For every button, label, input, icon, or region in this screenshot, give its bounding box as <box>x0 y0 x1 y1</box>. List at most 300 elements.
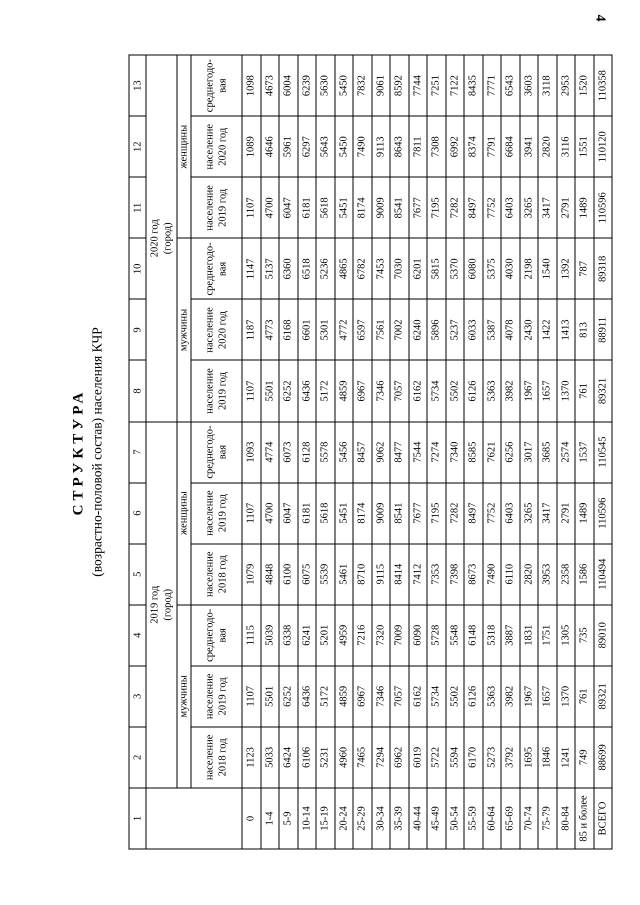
value-cell: 7677 <box>408 177 427 238</box>
value-cell: 7251 <box>427 55 446 116</box>
value-cell: 6436 <box>297 361 316 422</box>
age-group-cell: 30-34 <box>371 788 390 849</box>
age-group-cell: 20-24 <box>334 788 353 849</box>
value-cell: 3792 <box>501 727 520 788</box>
column-number: 5 <box>129 544 146 605</box>
column-header: население 2018 год <box>191 544 242 605</box>
value-cell: 2358 <box>556 544 575 605</box>
value-cell: 7274 <box>427 422 446 483</box>
value-cell: 6019 <box>408 727 427 788</box>
value-cell: 6992 <box>445 116 464 177</box>
value-cell: 8174 <box>353 483 372 544</box>
value-cell: 3953 <box>538 544 557 605</box>
value-cell: 7122 <box>445 55 464 116</box>
column-header: среднегодо- вая <box>191 422 242 483</box>
column-number: 6 <box>129 483 146 544</box>
table-row <box>445 55 464 849</box>
value-cell: 5039 <box>260 605 279 666</box>
table-row <box>297 55 316 849</box>
value-cell: 1657 <box>538 666 557 727</box>
value-cell: 6126 <box>464 666 483 727</box>
value-cell: 4959 <box>334 605 353 666</box>
value-cell: 1392 <box>556 238 575 299</box>
value-cell: 4774 <box>260 422 279 483</box>
year-group-header: 2020 год (город) <box>146 55 177 422</box>
value-cell: 5539 <box>316 544 335 605</box>
value-cell: 6181 <box>297 483 316 544</box>
year-header-row <box>146 55 177 849</box>
value-cell: 4646 <box>260 116 279 177</box>
value-cell: 5643 <box>316 116 335 177</box>
value-cell: 1123 <box>242 727 261 788</box>
table-row <box>353 55 372 849</box>
age-group-cell: 10-14 <box>297 788 316 849</box>
value-cell: 8541 <box>390 483 409 544</box>
value-cell: 1115 <box>242 605 261 666</box>
age-group-cell: 75-79 <box>538 788 557 849</box>
value-cell: 6181 <box>297 177 316 238</box>
column-header: население 2019 год <box>191 666 242 727</box>
value-cell: 110545 <box>593 422 612 483</box>
column-header: население 2019 год <box>191 177 242 238</box>
value-cell: 7346 <box>371 361 390 422</box>
value-cell: 6424 <box>279 727 298 788</box>
value-cell: 8592 <box>390 55 409 116</box>
value-cell: 6090 <box>408 605 427 666</box>
value-cell: 6075 <box>297 544 316 605</box>
value-cell: 6601 <box>297 299 316 360</box>
value-cell: 5502 <box>445 666 464 727</box>
value-cell: 7752 <box>482 177 501 238</box>
value-cell: 1093 <box>242 422 261 483</box>
column-number: 13 <box>129 55 146 116</box>
value-cell: 6252 <box>279 666 298 727</box>
value-cell: 6110 <box>501 544 520 605</box>
age-group-cell: 55-59 <box>464 788 483 849</box>
age-group-cell: 25-29 <box>353 788 372 849</box>
age-group-cell: 60-64 <box>482 788 501 849</box>
column-number: 1 <box>129 788 146 849</box>
value-cell: 2791 <box>556 483 575 544</box>
value-cell: 7811 <box>408 116 427 177</box>
value-cell: 7677 <box>408 483 427 544</box>
column-number: 7 <box>129 422 146 483</box>
value-cell: 6148 <box>464 605 483 666</box>
value-cell: 6543 <box>501 55 520 116</box>
value-cell: 8174 <box>353 177 372 238</box>
column-header: население 2020 год <box>191 299 242 360</box>
value-cell: 7195 <box>427 177 446 238</box>
table-row <box>519 55 538 849</box>
table-row <box>260 55 279 849</box>
value-cell: 3417 <box>538 483 557 544</box>
value-cell: 1520 <box>575 55 594 116</box>
value-cell: 6782 <box>353 238 372 299</box>
column-number: 12 <box>129 116 146 177</box>
value-cell: 4772 <box>334 299 353 360</box>
value-cell: 5363 <box>482 666 501 727</box>
value-cell: 7465 <box>353 727 372 788</box>
value-cell: 2198 <box>519 238 538 299</box>
value-cell: 6004 <box>279 55 298 116</box>
value-cell: 735 <box>575 605 594 666</box>
value-cell: 1107 <box>242 483 261 544</box>
value-cell: 2953 <box>556 55 575 116</box>
table-row <box>538 55 557 849</box>
column-number: 2 <box>129 727 146 788</box>
value-cell: 4865 <box>334 238 353 299</box>
column-number: 11 <box>129 177 146 238</box>
value-cell: 2574 <box>556 422 575 483</box>
value-cell: 7832 <box>353 55 372 116</box>
value-cell: 5301 <box>316 299 335 360</box>
value-cell: 4773 <box>260 299 279 360</box>
value-cell: 7057 <box>390 666 409 727</box>
value-cell: 6162 <box>408 361 427 422</box>
value-cell: 5594 <box>445 727 464 788</box>
value-cell: 7561 <box>371 299 390 360</box>
value-cell: 1098 <box>242 55 261 116</box>
value-cell: 88911 <box>593 299 612 360</box>
value-cell: 6170 <box>464 727 483 788</box>
value-cell: 1107 <box>242 666 261 727</box>
value-cell: 5172 <box>316 666 335 727</box>
value-cell: 7057 <box>390 361 409 422</box>
value-cell: 1751 <box>538 605 557 666</box>
age-group-cell: 0 <box>242 788 261 849</box>
value-cell: 5450 <box>334 55 353 116</box>
value-cell: 5578 <box>316 422 335 483</box>
value-cell: 5618 <box>316 177 335 238</box>
value-cell: 5375 <box>482 238 501 299</box>
value-cell: 1107 <box>242 361 261 422</box>
rotated-page <box>66 55 608 850</box>
value-cell: 5728 <box>427 605 446 666</box>
value-cell: 3265 <box>519 483 538 544</box>
value-cell: 2791 <box>556 177 575 238</box>
value-cell: 6128 <box>297 422 316 483</box>
value-cell: 7744 <box>408 55 427 116</box>
value-cell: 5201 <box>316 605 335 666</box>
value-cell: 8710 <box>353 544 372 605</box>
value-cell: 1305 <box>556 605 575 666</box>
value-cell: 7294 <box>371 727 390 788</box>
value-cell: 6684 <box>501 116 520 177</box>
value-cell: 6403 <box>501 177 520 238</box>
page-number: 4 <box>592 14 608 22</box>
age-group-cell: 70-74 <box>519 788 538 849</box>
column-number: 8 <box>129 361 146 422</box>
value-cell: 5961 <box>279 116 298 177</box>
sex-group-header: женщины <box>177 422 191 605</box>
value-cell: 6360 <box>279 238 298 299</box>
value-cell: 7002 <box>390 299 409 360</box>
table-row <box>279 55 298 849</box>
column-header: население 2019 год <box>191 361 242 422</box>
population-structure-table <box>128 55 612 850</box>
age-group-cell: 50-54 <box>445 788 464 849</box>
value-cell: 9009 <box>371 177 390 238</box>
value-cell: 761 <box>575 666 594 727</box>
value-cell: 5896 <box>427 299 446 360</box>
column-number-row <box>129 55 146 849</box>
value-cell: 4673 <box>260 55 279 116</box>
value-cell: 6962 <box>390 727 409 788</box>
value-cell: 3685 <box>538 422 557 483</box>
value-cell: 2820 <box>519 544 538 605</box>
value-cell: 1967 <box>519 666 538 727</box>
value-cell: 6967 <box>353 666 372 727</box>
table-row <box>334 55 353 849</box>
value-cell: 1413 <box>556 299 575 360</box>
document-subtitle: (возрастно-половой состав) населения КЧР <box>89 327 104 577</box>
table-row <box>408 55 427 849</box>
value-cell: 6597 <box>353 299 372 360</box>
column-header: среднегодо- вая <box>191 55 242 116</box>
value-cell: 5815 <box>427 238 446 299</box>
value-cell: 89321 <box>593 666 612 727</box>
age-group-cell: 85 и более <box>575 788 594 849</box>
value-cell: 8457 <box>353 422 372 483</box>
value-cell: 787 <box>575 238 594 299</box>
column-header-row <box>191 55 242 849</box>
age-group-cell: 5-9 <box>279 788 298 849</box>
value-cell: 1586 <box>575 544 594 605</box>
value-cell: 88699 <box>593 727 612 788</box>
value-cell: 7009 <box>390 605 409 666</box>
value-cell: 1089 <box>242 116 261 177</box>
column-number: 3 <box>129 666 146 727</box>
age-group-cell: 40-44 <box>408 788 427 849</box>
value-cell: 6338 <box>279 605 298 666</box>
value-cell: 5318 <box>482 605 501 666</box>
value-cell: 7320 <box>371 605 390 666</box>
value-cell: 3017 <box>519 422 538 483</box>
value-cell: 4700 <box>260 483 279 544</box>
table-body <box>242 55 612 849</box>
value-cell: 4848 <box>260 544 279 605</box>
document-title: СТРУКТУРА <box>70 388 86 516</box>
age-group-cell: 15-19 <box>316 788 335 849</box>
table-row <box>316 55 335 849</box>
value-cell: 4700 <box>260 177 279 238</box>
value-cell: 5451 <box>334 483 353 544</box>
table-row <box>501 55 520 849</box>
value-cell: 2430 <box>519 299 538 360</box>
value-cell: 5451 <box>334 177 353 238</box>
sex-group-header: мужчины <box>177 238 191 421</box>
value-cell: 5387 <box>482 299 501 360</box>
value-cell: 5618 <box>316 483 335 544</box>
value-cell: 7490 <box>482 544 501 605</box>
column-header: население 2020 год <box>191 116 242 177</box>
value-cell: 8585 <box>464 422 483 483</box>
value-cell: 5722 <box>427 727 446 788</box>
value-cell: 7791 <box>482 116 501 177</box>
value-cell: 1187 <box>242 299 261 360</box>
value-cell: 8497 <box>464 483 483 544</box>
value-cell: 110596 <box>593 483 612 544</box>
value-cell: 8673 <box>464 544 483 605</box>
value-cell: 8435 <box>464 55 483 116</box>
value-cell: 3265 <box>519 177 538 238</box>
value-cell: 89318 <box>593 238 612 299</box>
value-cell: 5172 <box>316 361 335 422</box>
table-row <box>482 55 501 849</box>
age-group-cell: 45-49 <box>427 788 446 849</box>
table-row <box>427 55 446 849</box>
value-cell: 9115 <box>371 544 390 605</box>
value-cell: 1551 <box>575 116 594 177</box>
table-row <box>390 55 409 849</box>
value-cell: 7353 <box>427 544 446 605</box>
value-cell: 7398 <box>445 544 464 605</box>
table-row <box>371 55 390 849</box>
value-cell: 1657 <box>538 361 557 422</box>
column-header: население 2019 год <box>191 483 242 544</box>
value-cell: 1537 <box>575 422 594 483</box>
column-header: население 2018 год <box>191 727 242 788</box>
table-row <box>556 55 575 849</box>
value-cell: 110596 <box>593 177 612 238</box>
value-cell: 3118 <box>538 55 557 116</box>
value-cell: 1489 <box>575 483 594 544</box>
value-cell: 5273 <box>482 727 501 788</box>
value-cell: 5236 <box>316 238 335 299</box>
value-cell: 5363 <box>482 361 501 422</box>
value-cell: 6080 <box>464 238 483 299</box>
value-cell: 6241 <box>297 605 316 666</box>
value-cell: 1846 <box>538 727 557 788</box>
value-cell: 8643 <box>390 116 409 177</box>
value-cell: 6106 <box>297 727 316 788</box>
value-cell: 7412 <box>408 544 427 605</box>
value-cell: 9062 <box>371 422 390 483</box>
value-cell: 1147 <box>242 238 261 299</box>
value-cell: 7308 <box>427 116 446 177</box>
value-cell: 8477 <box>390 422 409 483</box>
value-cell: 5137 <box>260 238 279 299</box>
value-cell: 6168 <box>279 299 298 360</box>
value-cell: 1540 <box>538 238 557 299</box>
value-cell: 7195 <box>427 483 446 544</box>
value-cell: 5734 <box>427 361 446 422</box>
value-cell: 89010 <box>593 605 612 666</box>
value-cell: 7544 <box>408 422 427 483</box>
document-heading <box>66 55 128 850</box>
value-cell: 813 <box>575 299 594 360</box>
value-cell: 3887 <box>501 605 520 666</box>
value-cell: 1422 <box>538 299 557 360</box>
column-number: 9 <box>129 299 146 360</box>
value-cell: 5630 <box>316 55 335 116</box>
value-cell: 1695 <box>519 727 538 788</box>
value-cell: 5461 <box>334 544 353 605</box>
value-cell: 6436 <box>297 666 316 727</box>
value-cell: 4859 <box>334 361 353 422</box>
age-group-header <box>146 788 242 849</box>
value-cell: 6201 <box>408 238 427 299</box>
value-cell: 1370 <box>556 666 575 727</box>
value-cell: 6033 <box>464 299 483 360</box>
value-cell: 8541 <box>390 177 409 238</box>
value-cell: 110120 <box>593 116 612 177</box>
value-cell: 3603 <box>519 55 538 116</box>
value-cell: 7282 <box>445 483 464 544</box>
value-cell: 5033 <box>260 727 279 788</box>
value-cell: 7030 <box>390 238 409 299</box>
value-cell: 749 <box>575 727 594 788</box>
age-group-cell: ВСЕГО <box>593 788 612 849</box>
value-cell: 1241 <box>556 727 575 788</box>
value-cell: 9009 <box>371 483 390 544</box>
value-cell: 6403 <box>501 483 520 544</box>
value-cell: 2820 <box>538 116 557 177</box>
value-cell: 110358 <box>593 55 612 116</box>
age-group-cell: 65-69 <box>501 788 520 849</box>
value-cell: 110494 <box>593 544 612 605</box>
value-cell: 5734 <box>427 666 446 727</box>
total-row <box>593 55 612 849</box>
value-cell: 6100 <box>279 544 298 605</box>
value-cell: 7771 <box>482 55 501 116</box>
sex-group-header: женщины <box>177 55 191 238</box>
value-cell: 7346 <box>371 666 390 727</box>
value-cell: 4960 <box>334 727 353 788</box>
value-cell: 5231 <box>316 727 335 788</box>
value-cell: 3116 <box>556 116 575 177</box>
value-cell: 7216 <box>353 605 372 666</box>
value-cell: 7752 <box>482 483 501 544</box>
column-number: 10 <box>129 238 146 299</box>
value-cell: 6239 <box>297 55 316 116</box>
column-header: среднегодо- вая <box>191 605 242 666</box>
age-group-cell: 35-39 <box>390 788 409 849</box>
value-cell: 8374 <box>464 116 483 177</box>
value-cell: 6252 <box>279 361 298 422</box>
value-cell: 5370 <box>445 238 464 299</box>
value-cell: 9113 <box>371 116 390 177</box>
value-cell: 7340 <box>445 422 464 483</box>
value-cell: 9061 <box>371 55 390 116</box>
value-cell: 761 <box>575 361 594 422</box>
value-cell: 6518 <box>297 238 316 299</box>
value-cell: 8497 <box>464 177 483 238</box>
value-cell: 6240 <box>408 299 427 360</box>
value-cell: 7490 <box>353 116 372 177</box>
value-cell: 4078 <box>501 299 520 360</box>
value-cell: 5456 <box>334 422 353 483</box>
value-cell: 1107 <box>242 177 261 238</box>
value-cell: 1967 <box>519 361 538 422</box>
value-cell: 6297 <box>297 116 316 177</box>
value-cell: 5237 <box>445 299 464 360</box>
value-cell: 5450 <box>334 116 353 177</box>
value-cell: 5501 <box>260 666 279 727</box>
value-cell: 1079 <box>242 544 261 605</box>
value-cell: 5502 <box>445 361 464 422</box>
value-cell: 6047 <box>279 483 298 544</box>
value-cell: 4859 <box>334 666 353 727</box>
value-cell: 4030 <box>501 238 520 299</box>
sex-header-row <box>177 55 191 849</box>
value-cell: 3941 <box>519 116 538 177</box>
column-header: среднегодо- вая <box>191 238 242 299</box>
sex-group-header: мужчины <box>177 605 191 788</box>
value-cell: 6256 <box>501 422 520 483</box>
value-cell: 1489 <box>575 177 594 238</box>
value-cell: 6162 <box>408 666 427 727</box>
